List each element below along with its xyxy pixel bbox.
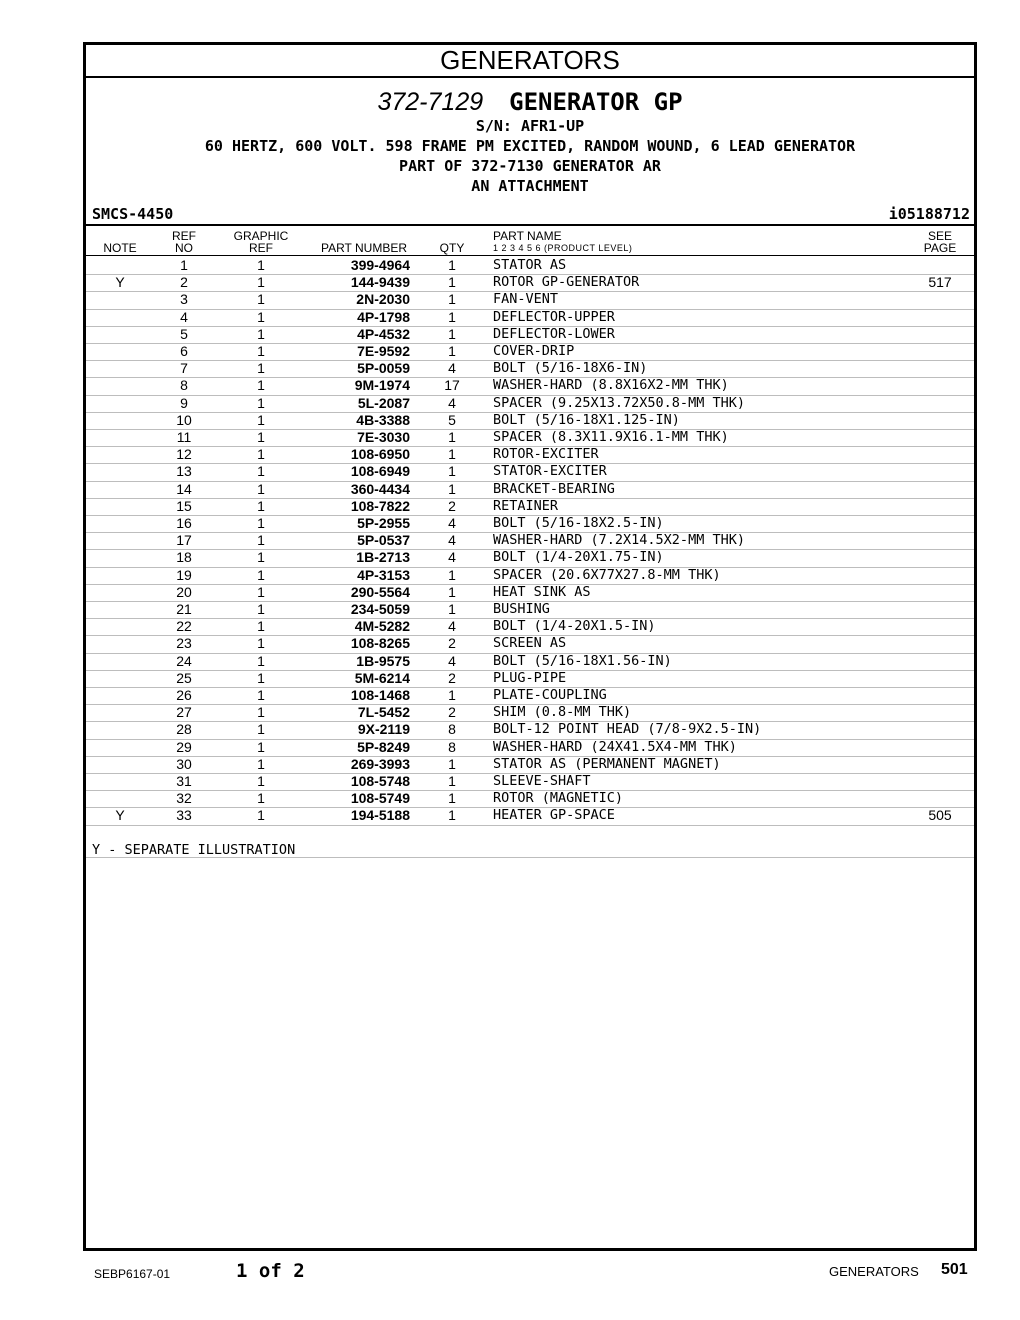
cell-part-number: 7E-9592 — [357, 343, 410, 359]
column-header-ref-no — [164, 230, 204, 254]
cell-part-number: 290-5564 — [350, 583, 410, 600]
illustration-id: i05188712 — [888, 205, 970, 223]
column-header-see-bottom: PAGE — [923, 241, 957, 255]
table-row — [86, 739, 974, 757]
footer-page-of: 1 of 2 — [236, 1260, 305, 1282]
cell-part-number: 9M-1974 — [354, 377, 410, 394]
cell-graphic-ref: 1 — [257, 377, 265, 394]
cell-qty: 1 — [448, 566, 456, 583]
cell-qty: 1 — [448, 687, 456, 703]
table-row — [86, 567, 974, 585]
column-header-see-top: SEE — [927, 229, 952, 243]
cell-part-name: ROTOR (MAGNETIC) — [493, 790, 624, 807]
cell-part-number: 5P-2955 — [357, 515, 410, 531]
cell-note: Y — [115, 807, 125, 824]
cell-ref-no: 25 — [176, 669, 192, 686]
cell-graphic-ref: 1 — [257, 394, 265, 411]
cell-part-name: SPACER (8.3X11.9X16.1-MM THK) — [493, 429, 729, 445]
table-row — [86, 257, 974, 275]
cell-ref-no: 9 — [180, 394, 188, 411]
cell-part-name: WASHER-HARD (24X41.5X4-MM THK) — [493, 738, 737, 755]
table-row — [86, 601, 974, 619]
smcs-code: SMCS-4450 — [92, 205, 174, 223]
cell-graphic-ref: 1 — [257, 549, 265, 566]
cell-part-number: 7E-3030 — [357, 429, 410, 445]
cell-part-name: BRACKET-BEARING — [493, 480, 615, 497]
cell-part-number: 4P-1798 — [357, 308, 410, 325]
cell-qty: 4 — [448, 652, 456, 669]
cell-qty: 2 — [448, 669, 456, 686]
cell-graphic-ref: 1 — [257, 566, 265, 583]
cell-part-number: 108-6950 — [350, 446, 410, 463]
column-header-graphic-top: GRAPHIC — [233, 229, 289, 243]
table-row — [86, 670, 974, 688]
cell-part-name: DEFLECTOR-UPPER — [493, 308, 615, 325]
cell-qty: 1 — [448, 274, 456, 291]
column-header-graphic-ref — [228, 230, 294, 254]
part-of-line: PART OF 372-7130 GENERATOR AR — [399, 157, 661, 175]
legend-note: Y - SEPARATE ILLUSTRATION — [92, 842, 296, 858]
cell-graphic-ref: 1 — [257, 704, 265, 721]
cell-ref-no: 14 — [176, 480, 192, 497]
column-header-ref-no-top: REF — [172, 229, 196, 243]
cell-qty: 8 — [448, 721, 456, 738]
table-row — [86, 549, 974, 567]
cell-part-name: SPACER (9.25X13.72X50.8-MM THK) — [493, 394, 745, 411]
cell-part-number: 1B-9575 — [356, 652, 410, 669]
assembly-part-number: 372-7129 — [377, 88, 484, 116]
table-row — [86, 773, 974, 791]
table-row — [86, 618, 974, 636]
table-row — [86, 498, 974, 516]
cell-graphic-ref: 1 — [257, 635, 265, 652]
cell-ref-no: 24 — [176, 652, 192, 669]
assembly-part-name: GENERATOR GP — [509, 88, 683, 116]
table-row — [86, 326, 974, 344]
cell-part-name: SLEEVE-SHAFT — [493, 773, 591, 789]
cell-ref-no: 11 — [176, 429, 192, 445]
cell-graphic-ref: 1 — [257, 360, 265, 377]
column-header-graphic-bottom: REF — [249, 241, 273, 255]
cell-part-name: PLUG-PIPE — [493, 669, 567, 686]
column-header-qty: QTY — [439, 241, 465, 255]
cell-graphic-ref: 1 — [257, 669, 265, 686]
cell-part-number: 360-4434 — [350, 480, 410, 497]
cell-ref-no: 10 — [176, 411, 192, 428]
cell-qty: 2 — [448, 635, 456, 652]
cell-part-number: 4P-3153 — [357, 566, 410, 583]
table-row — [86, 463, 974, 481]
cell-ref-no: 3 — [180, 291, 188, 308]
cell-part-name: HEATER GP-SPACE — [493, 807, 615, 824]
cell-graphic-ref: 1 — [257, 601, 265, 617]
cell-part-number: 399-4964 — [350, 257, 410, 273]
cell-qty: 4 — [448, 360, 456, 377]
cell-graphic-ref: 1 — [257, 308, 265, 325]
table-row — [86, 532, 974, 550]
cell-ref-no: 30 — [176, 755, 192, 772]
cell-ref-no: 20 — [176, 583, 192, 600]
cell-ref-no: 33 — [176, 807, 192, 824]
table-row — [86, 635, 974, 653]
cell-graphic-ref: 1 — [257, 773, 265, 789]
cell-graphic-ref: 1 — [257, 446, 265, 463]
footer-document-id: SEBP6167-01 — [94, 1267, 171, 1281]
cell-qty: 1 — [448, 291, 456, 308]
cell-qty: 1 — [448, 446, 456, 463]
table-row — [86, 756, 974, 774]
table-row — [86, 377, 974, 395]
cell-qty: 1 — [448, 601, 456, 617]
cell-part-name: WASHER-HARD (7.2X14.5X2-MM THK) — [493, 532, 745, 549]
table-row — [86, 721, 974, 739]
cell-ref-no: 18 — [176, 549, 192, 566]
cell-graphic-ref: 1 — [257, 807, 265, 824]
table-row — [86, 807, 974, 825]
table-row — [86, 309, 974, 327]
cell-part-name: STATOR AS (PERMANENT MAGNET) — [493, 755, 721, 772]
cell-ref-no: 16 — [176, 515, 192, 531]
cell-part-number: 5P-0059 — [357, 360, 410, 377]
cell-qty: 1 — [448, 773, 456, 789]
cell-ref-no: 22 — [176, 618, 192, 635]
cell-ref-no: 23 — [176, 635, 192, 652]
cell-ref-no: 15 — [176, 497, 192, 514]
cell-part-number: 1B-2713 — [356, 549, 410, 566]
cell-part-number: 5P-0537 — [357, 532, 410, 549]
cell-ref-no: 6 — [180, 343, 188, 359]
cell-graphic-ref: 1 — [257, 497, 265, 514]
cell-part-name: PLATE-COUPLING — [493, 687, 607, 703]
cell-ref-no: 12 — [176, 446, 192, 463]
cell-graphic-ref: 1 — [257, 325, 265, 342]
cell-part-number: 5P-8249 — [357, 738, 410, 755]
cell-ref-no: 29 — [176, 738, 192, 755]
cell-ref-no: 28 — [176, 721, 192, 738]
column-header-part-name: PART NAME — [493, 229, 562, 243]
column-header-note: NOTE — [103, 241, 137, 255]
table-row — [86, 790, 974, 808]
cell-ref-no: 2 — [180, 274, 188, 291]
cell-part-name: SPACER (20.6X77X27.8-MM THK) — [493, 566, 721, 583]
cell-ref-no: 26 — [176, 687, 192, 703]
cell-part-name: BOLT (1/4-20X1.75-IN) — [493, 549, 664, 566]
cell-part-name: SCREEN AS — [493, 635, 567, 652]
column-header-divider — [86, 255, 974, 256]
cell-part-number: 4P-4532 — [357, 325, 410, 342]
cell-part-name: BOLT (5/16-18X1.56-IN) — [493, 652, 672, 669]
cell-see-page: 505 — [928, 807, 952, 824]
cell-qty: 1 — [448, 807, 456, 824]
column-header-see-page — [914, 230, 966, 254]
cell-part-name: SHIM (0.8-MM THK) — [493, 704, 632, 721]
cell-see-page: 517 — [928, 274, 952, 291]
table-row — [86, 412, 974, 430]
cell-qty: 8 — [448, 738, 456, 755]
cell-part-number: 108-6949 — [350, 463, 410, 480]
cell-qty: 1 — [448, 755, 456, 772]
column-header-ref-no-bottom: NO — [175, 241, 193, 255]
cell-part-number: 2N-2030 — [356, 291, 410, 308]
table-row — [86, 291, 974, 309]
cell-qty: 4 — [448, 549, 456, 566]
cell-part-name: BOLT (5/16-18X2.5-IN) — [493, 515, 664, 531]
table-row — [86, 704, 974, 722]
cell-part-number: 108-8265 — [350, 635, 410, 652]
table-row — [86, 274, 974, 292]
cell-ref-no: 13 — [176, 463, 192, 480]
section-title: GENERATORS — [86, 45, 974, 78]
cell-part-number: 194-5188 — [350, 807, 410, 824]
table-row — [86, 481, 974, 499]
cell-part-name: ROTOR-EXCITER — [493, 446, 599, 463]
cell-graphic-ref: 1 — [257, 618, 265, 635]
cell-part-number: 234-5059 — [350, 601, 410, 617]
cell-graphic-ref: 1 — [257, 515, 265, 531]
cell-qty: 4 — [448, 394, 456, 411]
cell-qty: 4 — [448, 532, 456, 549]
cell-part-name: STATOR-EXCITER — [493, 463, 607, 480]
cell-qty: 4 — [448, 618, 456, 635]
cell-graphic-ref: 1 — [257, 429, 265, 445]
cell-graphic-ref: 1 — [257, 257, 265, 273]
cell-qty: 5 — [448, 411, 456, 428]
cell-ref-no: 7 — [180, 360, 188, 377]
cell-part-name: BUSHING — [493, 601, 550, 617]
cell-part-number: 108-5749 — [350, 790, 410, 807]
cell-part-name: STATOR AS — [493, 257, 567, 273]
cell-part-name: ROTOR GP-GENERATOR — [493, 274, 640, 291]
cell-part-number: 7L-5452 — [357, 704, 410, 721]
cell-ref-no: 1 — [180, 257, 188, 273]
cell-ref-no: 8 — [180, 377, 188, 394]
cell-part-name: RETAINER — [493, 497, 559, 514]
cell-part-name: BOLT (5/16-18X6-IN) — [493, 360, 648, 377]
table-row — [86, 653, 974, 671]
cell-graphic-ref: 1 — [257, 738, 265, 755]
cell-part-name: HEAT SINK AS — [493, 583, 591, 600]
footer-section: GENERATORS — [829, 1264, 919, 1279]
column-header-product-levels: 1 2 3 4 5 6 (PRODUCT LEVEL) — [493, 243, 633, 253]
attachment-line: AN ATTACHMENT — [471, 177, 589, 195]
cell-graphic-ref: 1 — [257, 532, 265, 549]
cell-ref-no: 19 — [176, 566, 192, 583]
cell-graphic-ref: 1 — [257, 291, 265, 308]
cell-qty: 1 — [448, 480, 456, 497]
cell-qty: 1 — [448, 308, 456, 325]
cell-qty: 4 — [448, 515, 456, 531]
table-row — [86, 687, 974, 705]
cell-part-name: DEFLECTOR-LOWER — [493, 325, 615, 342]
header-divider — [86, 224, 974, 226]
assembly-description: 60 HERTZ, 600 VOLT. 598 FRAME PM EXCITED, RANDOM WOUND, 6 LEAD GENERATOR — [204, 137, 856, 155]
cell-qty: 2 — [448, 704, 456, 721]
table-row — [86, 446, 974, 464]
cell-qty: 2 — [448, 497, 456, 514]
legend-divider — [86, 857, 974, 858]
table-row — [86, 584, 974, 602]
cell-part-number: 4B-3388 — [356, 411, 410, 428]
cell-graphic-ref: 1 — [257, 687, 265, 703]
cell-part-number: 144-9439 — [350, 274, 410, 291]
table-row — [86, 515, 974, 533]
cell-qty: 1 — [448, 343, 456, 359]
table-row — [86, 395, 974, 413]
cell-part-number: 5L-2087 — [357, 394, 410, 411]
cell-ref-no: 21 — [176, 601, 192, 617]
cell-graphic-ref: 1 — [257, 274, 265, 291]
cell-part-name: FAN-VENT — [493, 291, 559, 308]
cell-ref-no: 32 — [176, 790, 192, 807]
cell-ref-no: 31 — [176, 773, 192, 789]
assembly-heading — [86, 87, 974, 117]
cell-qty: 17 — [444, 377, 460, 394]
cell-graphic-ref: 1 — [257, 721, 265, 738]
cell-part-number: 269-3993 — [350, 755, 410, 772]
cell-graphic-ref: 1 — [257, 463, 265, 480]
table-row — [86, 360, 974, 378]
cell-ref-no: 27 — [176, 704, 192, 721]
cell-part-number: 9X-2119 — [357, 721, 410, 738]
cell-qty: 1 — [448, 325, 456, 342]
cell-qty: 1 — [448, 583, 456, 600]
cell-part-name: COVER-DRIP — [493, 343, 575, 359]
cell-graphic-ref: 1 — [257, 583, 265, 600]
column-header-part-number: PART NUMBER — [320, 241, 407, 255]
cell-qty: 1 — [448, 463, 456, 480]
cell-part-name: WASHER-HARD (8.8X16X2-MM THK) — [493, 377, 729, 394]
serial-number: S/N: AFR1-UP — [475, 117, 585, 135]
cell-graphic-ref: 1 — [257, 343, 265, 359]
cell-part-name: BOLT (5/16-18X1.125-IN) — [493, 411, 680, 428]
cell-part-number: 108-5748 — [350, 773, 410, 789]
cell-graphic-ref: 1 — [257, 790, 265, 807]
cell-ref-no: 4 — [180, 308, 188, 325]
table-row — [86, 429, 974, 447]
cell-ref-no: 5 — [180, 325, 188, 342]
cell-ref-no: 17 — [176, 532, 192, 549]
cell-qty: 1 — [448, 790, 456, 807]
cell-graphic-ref: 1 — [257, 480, 265, 497]
cell-graphic-ref: 1 — [257, 755, 265, 772]
cell-part-number: 108-7822 — [350, 497, 410, 514]
parts-list-frame — [83, 42, 977, 1251]
cell-qty: 1 — [448, 429, 456, 445]
cell-part-number: 4M-5282 — [354, 618, 410, 635]
footer-page-number: 501 — [941, 1261, 968, 1278]
cell-note: Y — [115, 274, 125, 291]
cell-graphic-ref: 1 — [257, 652, 265, 669]
table-row — [86, 343, 974, 361]
cell-part-name: BOLT (1/4-20X1.5-IN) — [493, 618, 656, 635]
cell-part-name: BOLT-12 POINT HEAD (7/8-9X2.5-IN) — [493, 721, 762, 738]
cell-part-number: 5M-6214 — [354, 669, 410, 686]
cell-qty: 1 — [448, 257, 456, 273]
cell-graphic-ref: 1 — [257, 411, 265, 428]
cell-part-number: 108-1468 — [350, 687, 410, 703]
